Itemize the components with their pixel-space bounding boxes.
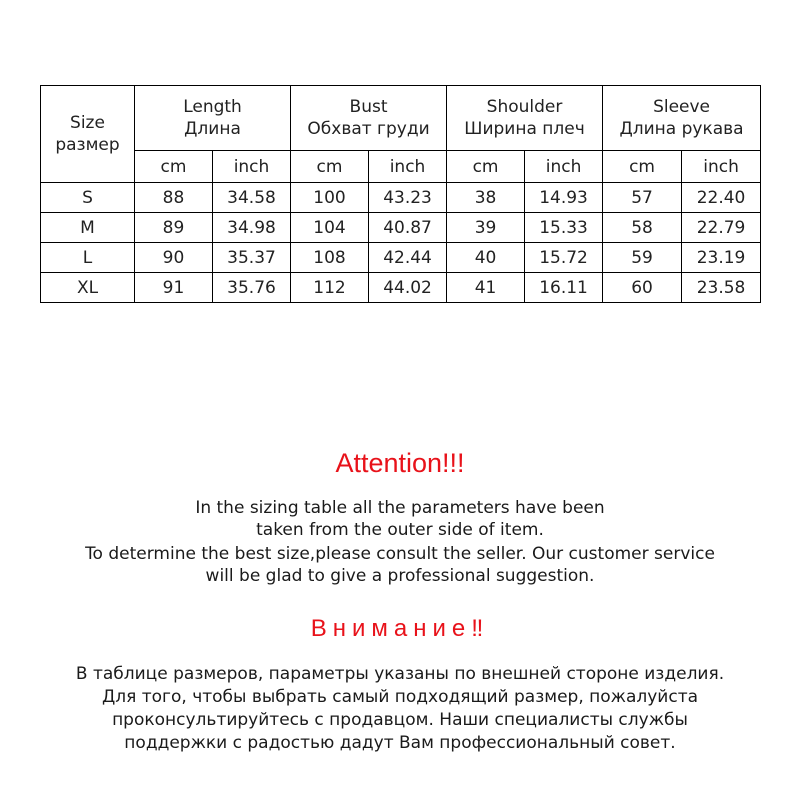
unit-cm-cell: cm — [291, 151, 369, 183]
value-cell: 91 — [135, 273, 213, 303]
unit-inch-cell: inch — [369, 151, 447, 183]
sleeve-header-ru: Длина рукава — [619, 119, 744, 139]
size-cell: L — [41, 243, 135, 273]
length-header — [135, 86, 291, 151]
value-cell: 34.58 — [213, 183, 291, 213]
attention-title: Attention!!! — [335, 448, 465, 478]
table-row — [41, 213, 761, 243]
unit-header-row — [41, 151, 761, 183]
value-cell: 35.37 — [213, 243, 291, 273]
value-cell: 89 — [135, 213, 213, 243]
bust-header-en: Bust — [349, 97, 388, 117]
value-cell: 59 — [603, 243, 682, 273]
value-cell: 35.76 — [213, 273, 291, 303]
attention-line: will be glad to give a professional suggestion. — [205, 565, 595, 586]
value-cell: 23.58 — [682, 273, 761, 303]
length-header-ru: Длина — [184, 119, 241, 139]
unit-cm-cell: cm — [135, 151, 213, 183]
sleeve-header-en: Sleeve — [653, 97, 711, 117]
vnimanie-line: Для того, чтобы выбрать самый подходящий размер, пожалуйста — [101, 687, 699, 707]
attention-paragraph-1 — [40, 498, 760, 541]
value-cell: 16.11 — [525, 273, 603, 303]
size-cell: XL — [41, 273, 135, 303]
size-cell: S — [41, 183, 135, 213]
length-header-en: Length — [183, 97, 242, 117]
value-cell: 42.44 — [369, 243, 447, 273]
value-cell: 57 — [603, 183, 682, 213]
attention-line: taken from the outer side of item. — [256, 519, 544, 540]
vnimanie-title: Внимание‼ — [310, 615, 490, 642]
size-header-ru: размер — [55, 135, 120, 155]
table-header-row — [41, 86, 761, 151]
value-cell: 15.72 — [525, 243, 603, 273]
value-cell: 22.40 — [682, 183, 761, 213]
value-cell: 22.79 — [682, 213, 761, 243]
value-cell: 60 — [603, 273, 682, 303]
value-cell: 90 — [135, 243, 213, 273]
table-row — [41, 273, 761, 303]
value-cell: 58 — [603, 213, 682, 243]
unit-cm-cell: cm — [447, 151, 525, 183]
value-cell: 39 — [447, 213, 525, 243]
value-cell: 112 — [291, 273, 369, 303]
size-header-en: Size — [70, 113, 105, 133]
value-cell: 88 — [135, 183, 213, 213]
value-cell: 43.23 — [369, 183, 447, 213]
unit-cm-cell: cm — [603, 151, 682, 183]
attention-paragraph-2 — [40, 544, 760, 587]
value-cell: 23.19 — [682, 243, 761, 273]
bust-header-ru: Обхват груди — [307, 119, 430, 139]
unit-inch-cell: inch — [682, 151, 761, 183]
value-cell: 44.02 — [369, 273, 447, 303]
size-header-cell — [41, 86, 135, 183]
unit-inch-cell: inch — [525, 151, 603, 183]
sleeve-header — [603, 86, 761, 151]
bust-header — [291, 86, 447, 151]
value-cell: 15.33 — [525, 213, 603, 243]
value-cell: 41 — [447, 273, 525, 303]
attention-line: To determine the best size,please consult the seller. Our customer service — [85, 544, 715, 564]
value-cell: 40 — [447, 243, 525, 273]
table-row — [41, 183, 761, 213]
value-cell: 38 — [447, 183, 525, 213]
shoulder-header-ru: Ширина плеч — [464, 119, 585, 139]
vnimanie-note — [40, 663, 760, 755]
value-cell: 108 — [291, 243, 369, 273]
unit-inch-cell: inch — [213, 151, 291, 183]
value-cell: 40.87 — [369, 213, 447, 243]
value-cell: 34.98 — [213, 213, 291, 243]
size-cell: M — [41, 213, 135, 243]
value-cell: 104 — [291, 213, 369, 243]
shoulder-header-en: Shoulder — [486, 97, 563, 117]
vnimanie-line: проконсультируйтесь с продавцом. Наши специалисты службы — [112, 710, 688, 730]
vnimanie-line: В таблице размеров, параметры указаны по внешней стороне изделия. — [75, 664, 725, 684]
size-table — [40, 85, 761, 303]
table-row — [41, 243, 761, 273]
value-cell: 14.93 — [525, 183, 603, 213]
attention-line: In the sizing table all the parameters have been — [195, 498, 605, 518]
attention-note — [40, 498, 760, 587]
value-cell: 100 — [291, 183, 369, 213]
shoulder-header — [447, 86, 603, 151]
vnimanie-line: поддержки с радостью дадут Вам профессиональный совет. — [124, 733, 676, 753]
